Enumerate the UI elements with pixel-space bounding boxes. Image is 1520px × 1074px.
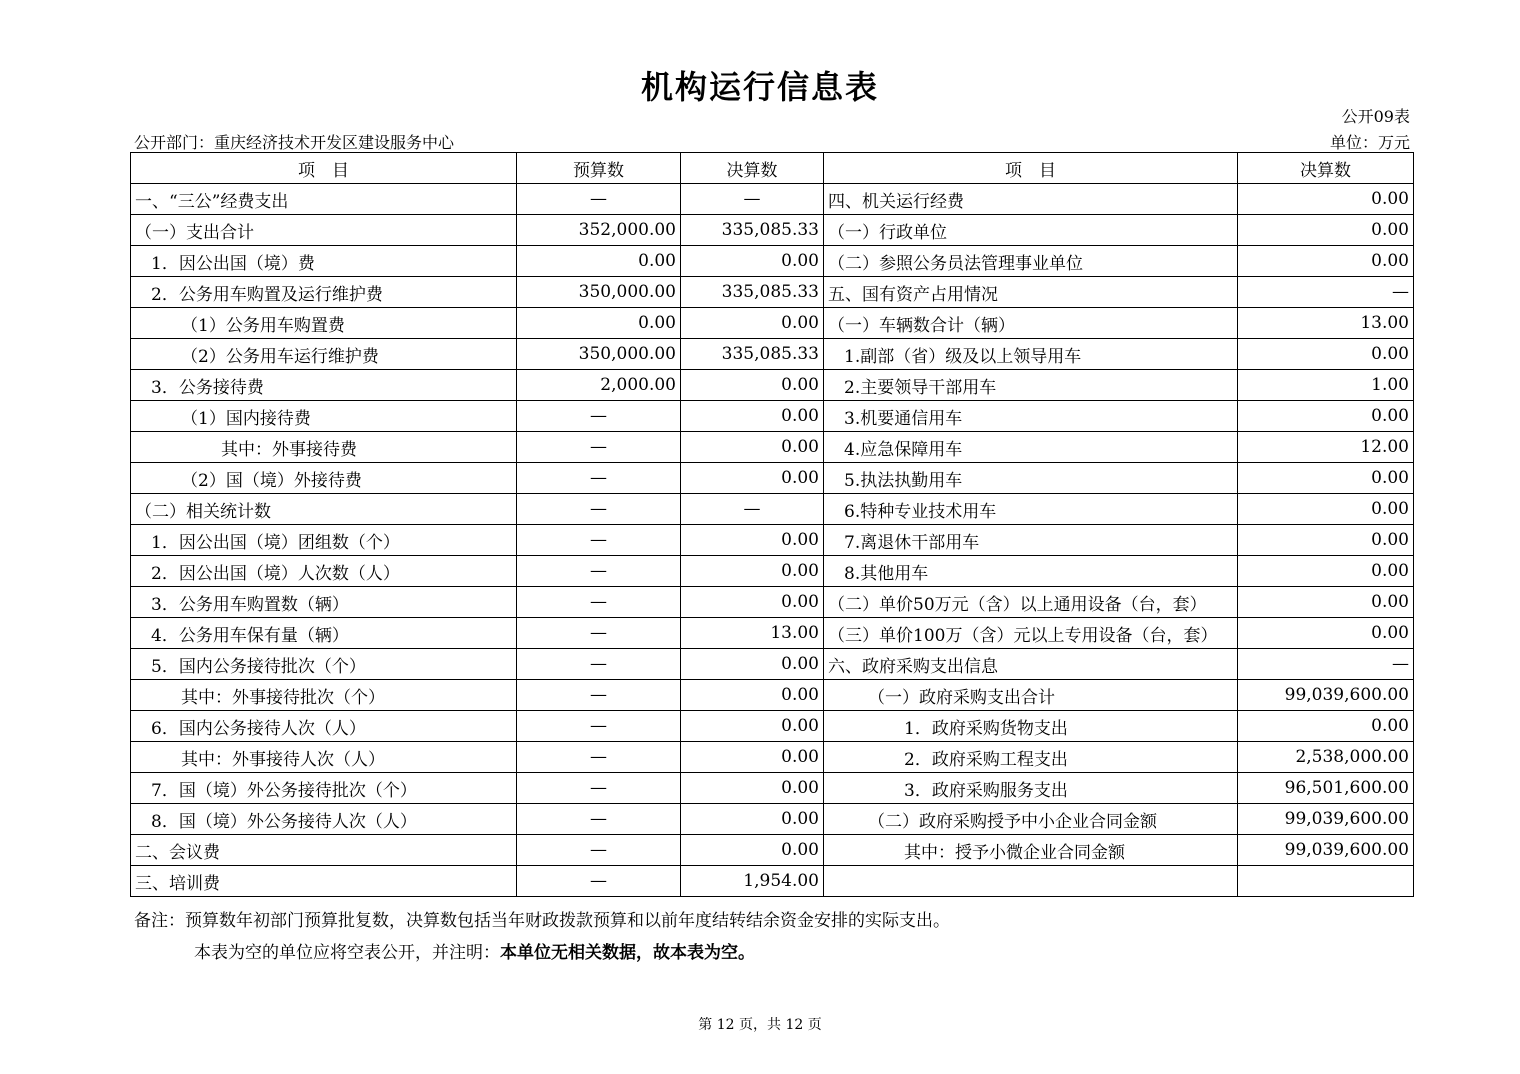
row-right-value: 0.00 <box>1238 556 1414 587</box>
info-table <box>130 152 1414 897</box>
table-row <box>131 494 1414 525</box>
row-right-item: 六、政府采购支出信息 <box>824 649 1238 680</box>
row-right-value: 0.00 <box>1238 246 1414 277</box>
table-row <box>131 680 1414 711</box>
table-row <box>131 463 1414 494</box>
row-right-item: 8.其他用车 <box>824 556 1238 587</box>
row-budget: — <box>517 649 681 680</box>
row-left-item: 2．公务用车购置及运行维护费 <box>131 277 517 308</box>
header-budget: 预算数 <box>517 153 681 184</box>
table-row <box>131 401 1414 432</box>
row-actual: 0.00 <box>681 742 824 773</box>
row-actual: 0.00 <box>681 556 824 587</box>
row-left-item: 1．因公出国（境）费 <box>131 246 517 277</box>
row-right-item: （一）车辆数合计（辆） <box>824 308 1238 339</box>
table-row <box>131 277 1414 308</box>
table-row <box>131 742 1414 773</box>
table-row <box>131 804 1414 835</box>
page-footer: 第 12 页，共 12 页 <box>698 1017 822 1033</box>
table-row <box>131 339 1414 370</box>
row-right-value: 13.00 <box>1238 308 1414 339</box>
row-budget: — <box>517 742 681 773</box>
row-actual: 13.00 <box>681 618 824 649</box>
row-budget: 0.00 <box>517 308 681 339</box>
row-right-item: 5.执法执勤用车 <box>824 463 1238 494</box>
header-actual: 决算数 <box>681 153 824 184</box>
row-right-item: 四、机关运行经费 <box>824 184 1238 215</box>
row-left-item: 2．因公出国（境）人次数（人） <box>131 556 517 587</box>
row-actual: 0.00 <box>681 804 824 835</box>
row-left-item: 其中：外事接待人次（人） <box>131 742 517 773</box>
row-right-value: 0.00 <box>1238 339 1414 370</box>
row-right-value: 1.00 <box>1238 370 1414 401</box>
row-right-item: 7.离退休干部用车 <box>824 525 1238 556</box>
row-actual: 335,085.33 <box>681 339 824 370</box>
row-budget: — <box>517 401 681 432</box>
row-budget: — <box>517 463 681 494</box>
table-row <box>131 866 1414 897</box>
unit-label: 单位：万元 <box>1329 133 1410 152</box>
row-actual: 0.00 <box>681 308 824 339</box>
page-title: 机构运行信息表 <box>640 68 879 106</box>
row-left-item: 3．公务接待费 <box>131 370 517 401</box>
row-right-item: （二）政府采购授予中小企业合同金额 <box>824 804 1238 835</box>
row-budget: 2,000.00 <box>517 370 681 401</box>
row-right-value: 0.00 <box>1238 711 1414 742</box>
header-right-actual: 决算数 <box>1238 153 1414 184</box>
table-row <box>131 215 1414 246</box>
table-row <box>131 773 1414 804</box>
row-actual: 0.00 <box>681 463 824 494</box>
row-right-item: 6.特种专业技术用车 <box>824 494 1238 525</box>
header-left-item: 项 目 <box>131 153 517 184</box>
row-left-item: 5．国内公务接待批次（个） <box>131 649 517 680</box>
row-actual: — <box>681 494 824 525</box>
row-budget: — <box>517 711 681 742</box>
row-actual: 335,085.33 <box>681 277 824 308</box>
row-left-item: （2）公务用车运行维护费 <box>131 339 517 370</box>
row-right-item: 3.机要通信用车 <box>824 401 1238 432</box>
row-left-item: （二）相关统计数 <box>131 494 517 525</box>
row-right-value: — <box>1238 277 1414 308</box>
row-budget: — <box>517 680 681 711</box>
row-right-value: 0.00 <box>1238 525 1414 556</box>
row-actual: 1,954.00 <box>681 866 824 897</box>
row-budget: 352,000.00 <box>517 215 681 246</box>
table-header-row <box>131 153 1414 184</box>
table-row <box>131 184 1414 215</box>
row-right-item: （一）政府采购支出合计 <box>824 680 1238 711</box>
row-left-item: 一、“三公”经费支出 <box>131 184 517 215</box>
row-right-item: （三）单价100万（含）元以上专用设备（台，套） <box>824 618 1238 649</box>
row-right-item: 五、国有资产占用情况 <box>824 277 1238 308</box>
row-actual: 0.00 <box>681 711 824 742</box>
row-right-item: （一）行政单位 <box>824 215 1238 246</box>
row-right-value: 99,039,600.00 <box>1238 835 1414 866</box>
row-budget: — <box>517 525 681 556</box>
row-left-item: （2）国（境）外接待费 <box>131 463 517 494</box>
row-left-item: 二、会议费 <box>131 835 517 866</box>
row-budget: — <box>517 804 681 835</box>
row-right-value: 96,501,600.00 <box>1238 773 1414 804</box>
row-budget: — <box>517 835 681 866</box>
row-right-value: 0.00 <box>1238 587 1414 618</box>
row-budget: — <box>517 432 681 463</box>
row-actual: 0.00 <box>681 401 824 432</box>
row-right-item: 2.主要领导干部用车 <box>824 370 1238 401</box>
row-right-item: 其中：授予小微企业合同金额 <box>824 835 1238 866</box>
row-budget: — <box>517 618 681 649</box>
row-actual: — <box>681 184 824 215</box>
row-left-item: 其中：外事接待批次（个） <box>131 680 517 711</box>
row-actual: 0.00 <box>681 773 824 804</box>
row-actual: 0.00 <box>681 587 824 618</box>
row-budget: — <box>517 587 681 618</box>
row-right-value: 12.00 <box>1238 432 1414 463</box>
row-right-value: 2,538,000.00 <box>1238 742 1414 773</box>
row-actual: 335,085.33 <box>681 215 824 246</box>
table-row <box>131 432 1414 463</box>
row-budget: 350,000.00 <box>517 339 681 370</box>
row-right-item: 3．政府采购服务支出 <box>824 773 1238 804</box>
row-right-value: 99,039,600.00 <box>1238 804 1414 835</box>
table-row <box>131 556 1414 587</box>
row-budget: — <box>517 556 681 587</box>
header-right-item: 项 目 <box>824 153 1238 184</box>
row-right-item: （二）单价50万元（含）以上通用设备（台，套） <box>824 587 1238 618</box>
row-actual: 0.00 <box>681 246 824 277</box>
row-budget: — <box>517 494 681 525</box>
row-left-item: 其中：外事接待费 <box>131 432 517 463</box>
row-actual: 0.00 <box>681 649 824 680</box>
row-left-item: （1）国内接待费 <box>131 401 517 432</box>
row-budget: — <box>517 773 681 804</box>
row-budget: 350,000.00 <box>517 277 681 308</box>
row-right-item <box>824 866 1238 897</box>
row-actual: 0.00 <box>681 370 824 401</box>
row-actual: 0.00 <box>681 835 824 866</box>
table-row <box>131 587 1414 618</box>
row-right-item: 4.应急保障用车 <box>824 432 1238 463</box>
row-right-value <box>1238 866 1414 897</box>
row-right-value: 99,039,600.00 <box>1238 680 1414 711</box>
table-row <box>131 835 1414 866</box>
note-line-2 <box>194 938 755 963</box>
row-right-item: （二）参照公务员法管理事业单位 <box>824 246 1238 277</box>
row-right-value: 0.00 <box>1238 401 1414 432</box>
row-left-item: 3．公务用车购置数（辆） <box>131 587 517 618</box>
table-row <box>131 711 1414 742</box>
row-left-item: 7．国（境）外公务接待批次（个） <box>131 773 517 804</box>
table-row <box>131 246 1414 277</box>
table-row <box>131 618 1414 649</box>
row-budget: — <box>517 866 681 897</box>
row-budget: — <box>517 184 681 215</box>
row-right-value: — <box>1238 649 1414 680</box>
table-row <box>131 308 1414 339</box>
row-right-value: 0.00 <box>1238 494 1414 525</box>
row-left-item: 8．国（境）外公务接待人次（人） <box>131 804 517 835</box>
row-actual: 0.00 <box>681 432 824 463</box>
row-right-value: 0.00 <box>1238 215 1414 246</box>
row-right-value: 0.00 <box>1238 618 1414 649</box>
row-actual: 0.00 <box>681 525 824 556</box>
row-left-item: （一）支出合计 <box>131 215 517 246</box>
row-right-item: 1.副部（省）级及以上领导用车 <box>824 339 1238 370</box>
row-actual: 0.00 <box>681 680 824 711</box>
note-line-2-bold: 本单位无相关数据，故本表为空。 <box>500 943 755 963</box>
row-right-value: 0.00 <box>1238 463 1414 494</box>
note-line-2-text: 本表为空的单位应将空表公开，并注明： <box>194 943 500 963</box>
note-line-1: 备注：预算数年初部门预算批复数，决算数包括当年财政拨款预算和以前年度结转结余资金安排的实际支出。 <box>134 911 950 931</box>
table-row <box>131 649 1414 680</box>
row-left-item: （1）公务用车购置费 <box>131 308 517 339</box>
row-left-item: 1．因公出国（境）团组数（个） <box>131 525 517 556</box>
row-right-item: 2．政府采购工程支出 <box>824 742 1238 773</box>
row-left-item: 4．公务用车保有量（辆） <box>131 618 517 649</box>
row-budget: 0.00 <box>517 246 681 277</box>
row-left-item: 6．国内公务接待人次（人） <box>131 711 517 742</box>
table-row <box>131 525 1414 556</box>
row-left-item: 三、培训费 <box>131 866 517 897</box>
department-label: 公开部门：重庆经济技术开发区建设服务中心 <box>134 133 455 152</box>
form-number: 公开09表 <box>1341 107 1410 126</box>
table-row <box>131 370 1414 401</box>
row-right-item: 1．政府采购货物支出 <box>824 711 1238 742</box>
row-right-value: 0.00 <box>1238 184 1414 215</box>
